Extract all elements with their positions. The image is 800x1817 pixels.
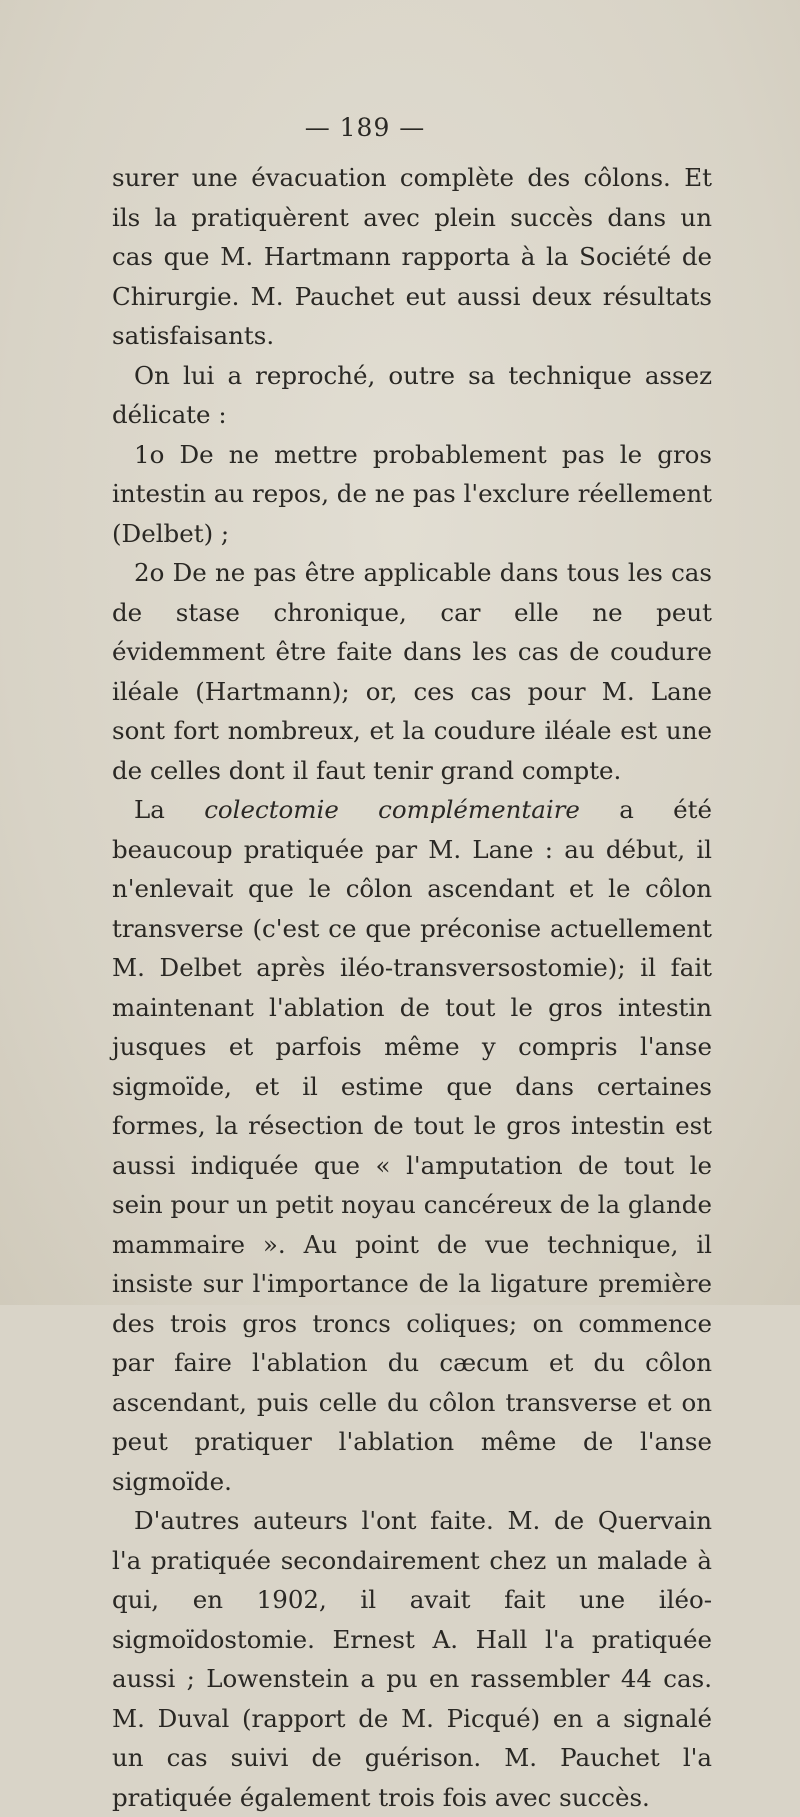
paragraph-5-rest: a été beaucoup pratiquée par M. Lane : au début, il n'enlevait que le côlon ascendant et le côlon transverse (c'est ce que préconise actuellement M. Delbet après iléo-transversostomie); il fait maintenant l'ablation de tout le gros intestin jusques et parfois même y compris l'anse sigmoïde, et il estime que dans certaines formes, la résection de tout le gros intestin est aussi indiquée que « l'amputation de tout le sein pour un petit noyau cancéreux de la glande mammaire ». Au point de vue technique, il insiste sur l'importance de la ligature première des trois gros troncs coliques; on commence par faire l'ablation du cæcum et du côlon ascendant, puis celle du côlon transverse et on peut pratiquer l'ablation même de l'anse sigmoïde. [112, 795, 712, 1496]
emphasized-term: colectomie complémentaire [204, 795, 580, 824]
paragraph-5 [112, 790, 712, 1501]
paragraph-3: 1o De ne mettre probablement pas le gros intestin au repos, de ne pas l'exclure réellement (Delbet) ; [112, 439, 712, 548]
paragraph-1: surer une évacuation complète des côlons. Et ils la pratiquèrent avec plein succès dans un cas que M. Hartmann rapporta à la Société de Chirurgie. M. Pauchet eut aussi deux résultats satisfaisants. [112, 163, 712, 350]
paragraph-5-lead: La [134, 795, 205, 824]
page-number: — 189 — [304, 113, 426, 142]
paragraph-4: 2o De ne pas être applicable dans tous les cas de stase chronique, car elle ne peut évidemment être faite dans les cas de coudure iléale (Hartmann); or, ces cas pour M. Lane sont fort nombreux, et la coudure iléale est une de celles dont il faut tenir grand compte. [112, 558, 712, 785]
body-text [112, 158, 712, 1817]
paragraph-2: On lui a reproché, outre sa technique assez délicate : [112, 360, 712, 429]
paragraph-6: D'autres auteurs l'ont faite. M. de Quervain l'a pratiquée secondairement chez un malade à qui, en 1902, il avait fait une iléo-sigmoïdostomie. Ernest A. Hall l'a pratiquée aussi ; Lowenstein a pu en rassembler 44 cas. M. Duval (rapport de M. Picqué) en a signalé un cas suivi de guérison. M. Pauchet l'a pratiquée également trois fois avec succès. [112, 1506, 712, 1812]
